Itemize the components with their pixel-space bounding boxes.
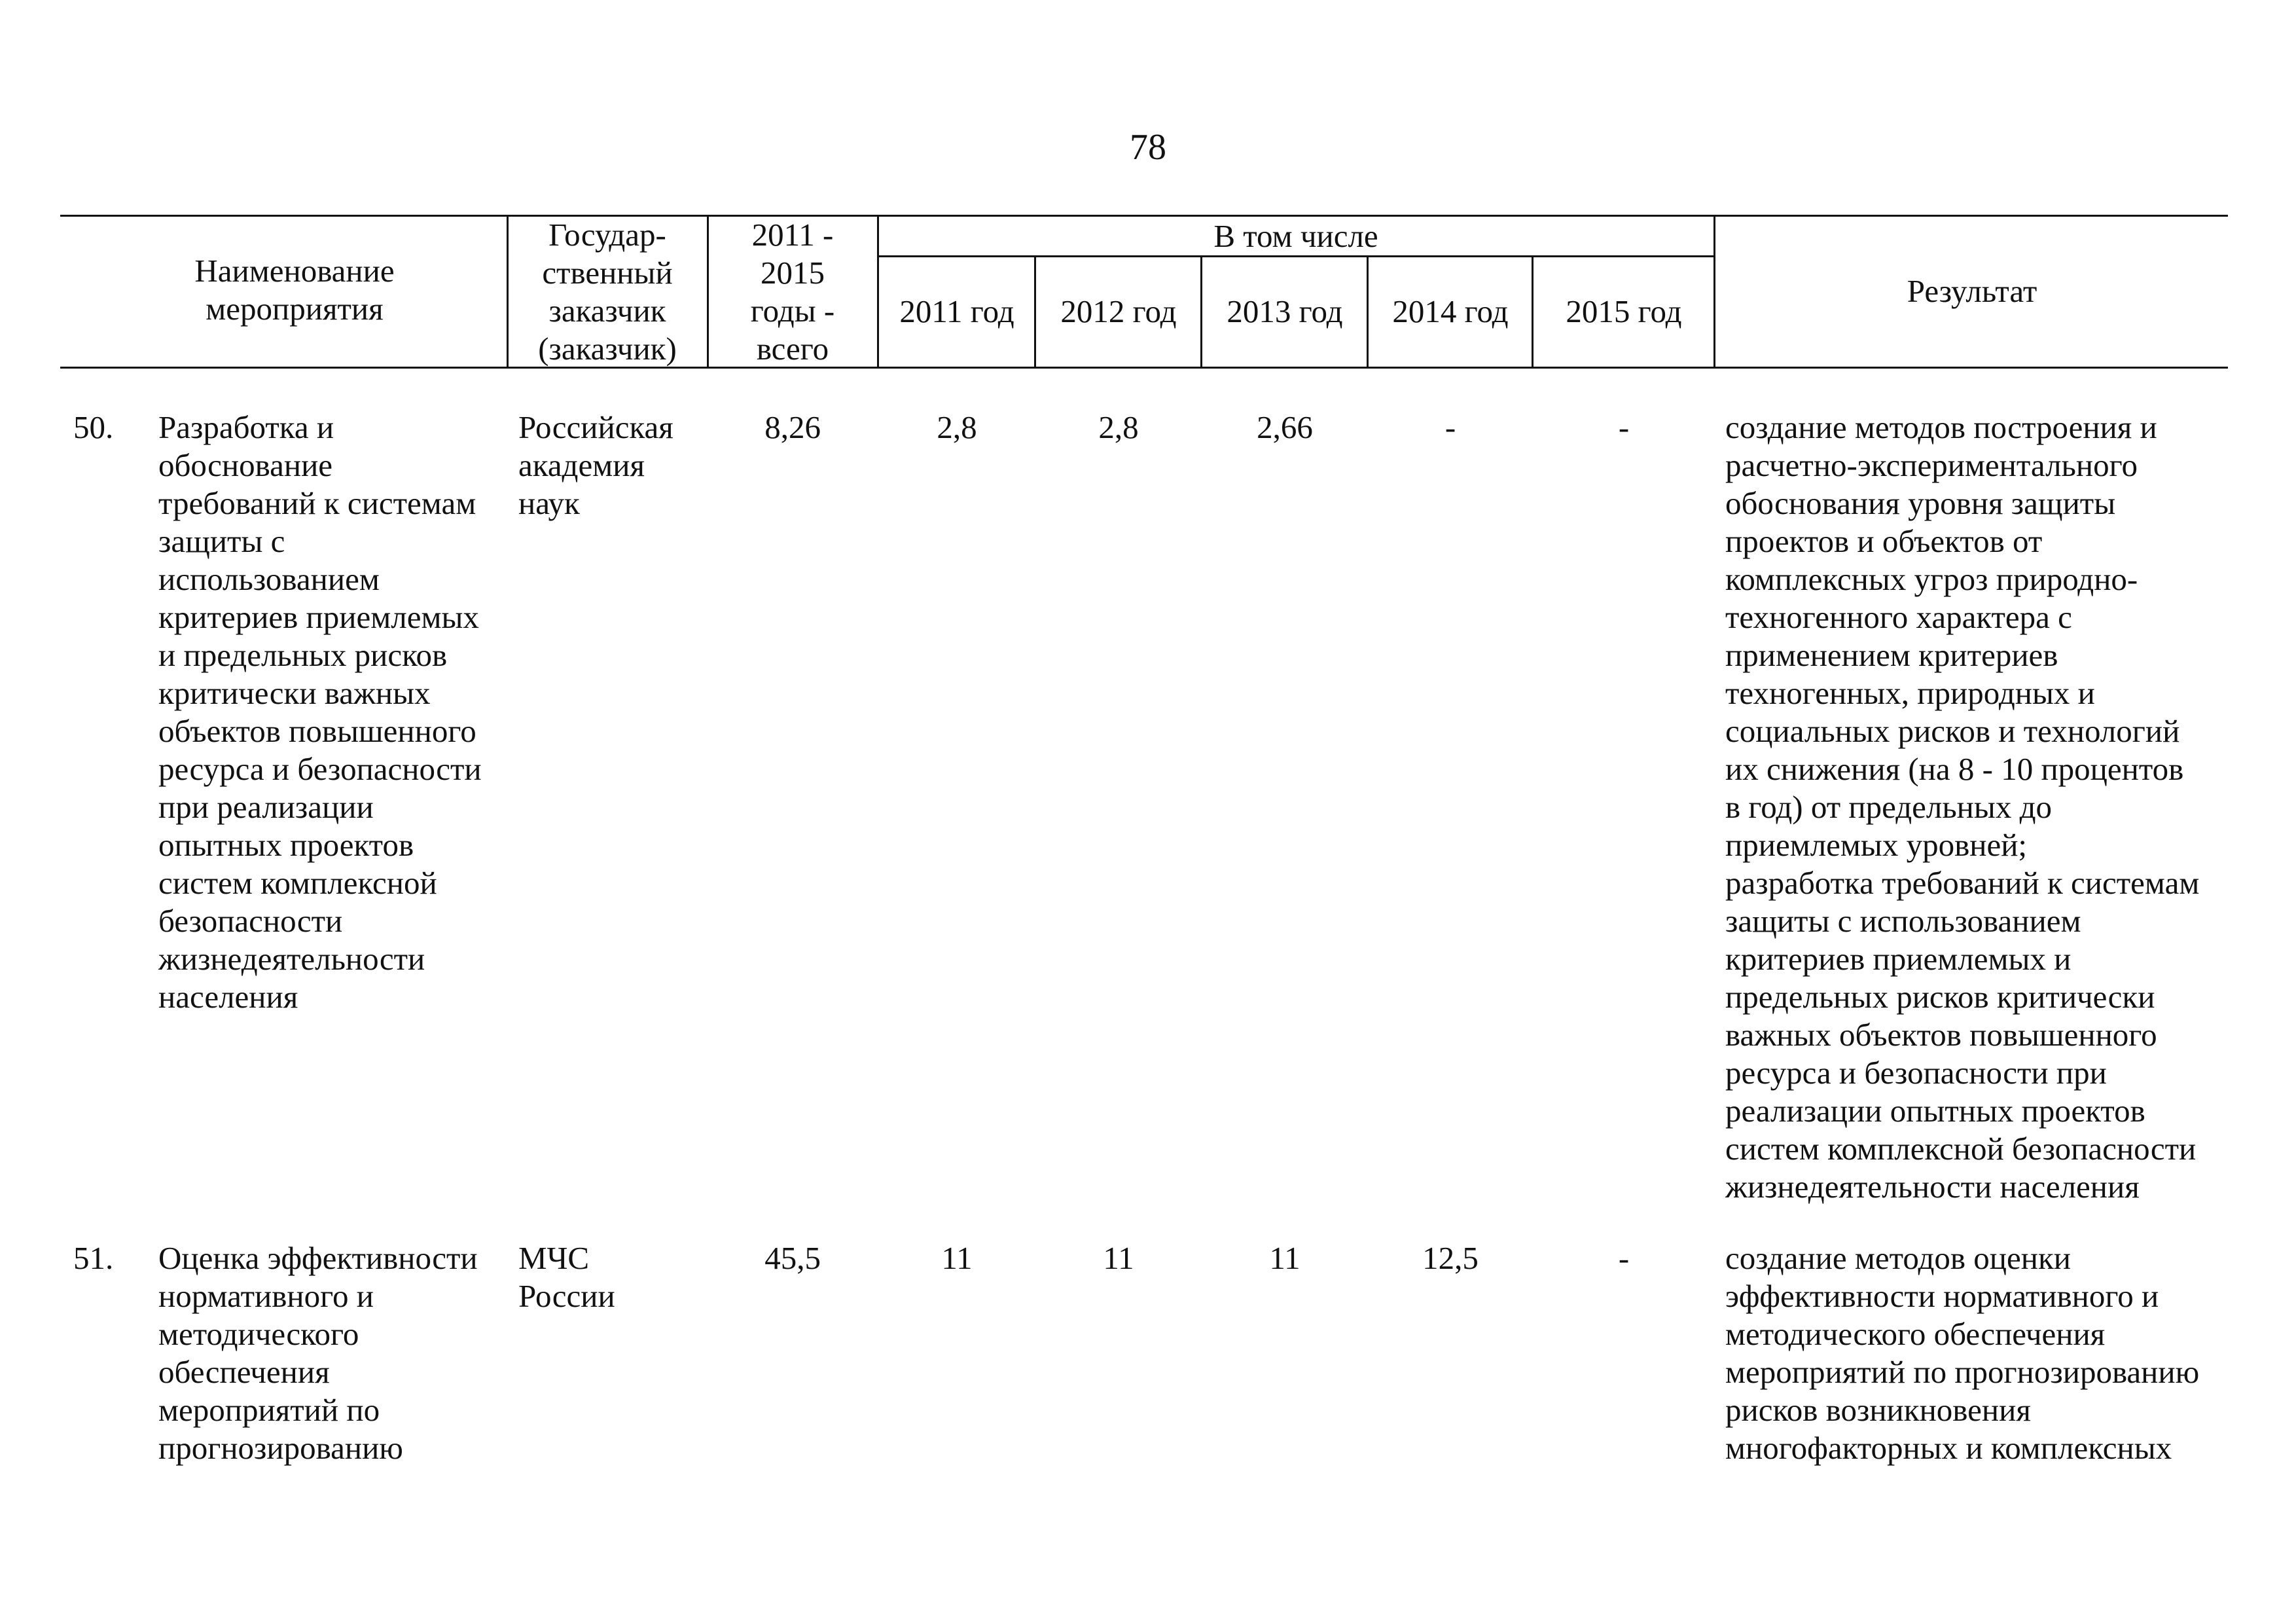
header-year-2011: 2011 год — [899, 293, 1014, 329]
header-divider — [1367, 255, 1369, 368]
row-year-2014: 12,5 — [1422, 1240, 1479, 1276]
header-total: 2011 - 2015 годы - всего — [750, 217, 835, 367]
row-result: создание методов построения и расчетно-экспериментального обоснования уровня защиты проектов и объектов от комплексных угроз природно- техногенного характера с применением критериев техногенных, природных и социальных рисков и технологий их снижения (на 8 - 10 процентов в год) от предельных до приемлемых уровней; разработка требований к системам защиты с использованием критериев приемлемых и предельных рисков критически важных объектов повышенного ресурса и безопасности при реализации опытных проектов систем комплексной безопасности жизнедеятельности населения — [1725, 409, 2200, 1205]
row-year-2012: 11 — [1103, 1240, 1134, 1276]
row-customer: Российская академия наук — [518, 409, 673, 521]
row-year-2013: 2,66 — [1257, 409, 1313, 445]
page-number: 78 — [1130, 127, 1166, 168]
row-year-2014: - — [1444, 409, 1456, 445]
header-year-2013: 2013 год — [1227, 293, 1343, 329]
row-year-2013: 11 — [1269, 1240, 1300, 1276]
row-total: 8,26 — [764, 409, 821, 445]
row-name: Разработка и обоснование требований к системам защиты с использованием критериев приемлемых и предельных рисков критически важных объектов повышенного ресурса и безопасности при реализации опытных проектов систем комплексной безопасности жизнедеятельности населения — [158, 409, 482, 1015]
header-divider — [707, 215, 709, 368]
subheader-rule — [877, 255, 1713, 257]
header-customer: Государ- ственный заказчик (заказчик) — [538, 217, 677, 367]
row-year-2015: - — [1618, 409, 1630, 445]
row-name: Оценка эффективности нормативного и методического обеспечения мероприятий по прогнозированию — [158, 1240, 478, 1466]
header-divider — [877, 215, 879, 368]
table-header-bottom-rule — [60, 367, 2228, 369]
row-customer: МЧС России — [518, 1240, 615, 1314]
table-top-rule — [60, 215, 2228, 217]
row-year-2011: 11 — [941, 1240, 973, 1276]
header-year-2012: 2012 год — [1060, 293, 1177, 329]
row-total: 45,5 — [764, 1240, 821, 1276]
header-including: В том числе — [1213, 218, 1378, 254]
header-divider — [1532, 255, 1534, 368]
header-divider — [1713, 215, 1715, 368]
header-name: Наименование мероприятия — [194, 253, 395, 327]
row-year-2011: 2,8 — [937, 409, 977, 445]
header-divider — [1200, 255, 1202, 368]
row-year-2015: - — [1618, 1240, 1630, 1276]
header-year-2014: 2014 год — [1392, 293, 1509, 329]
row-number: 50. — [73, 409, 114, 445]
header-result: Результат — [1907, 273, 2037, 309]
row-result: создание методов оценки эффективности нормативного и методического обеспечения мероприятий по прогнозированию рисков возникновения многофакторных и комплексных — [1725, 1240, 2200, 1466]
row-year-2012: 2,8 — [1098, 409, 1139, 445]
row-number: 51. — [73, 1240, 114, 1276]
header-year-2015: 2015 год — [1566, 293, 1682, 329]
header-divider — [507, 215, 509, 368]
header-divider — [1034, 255, 1036, 368]
